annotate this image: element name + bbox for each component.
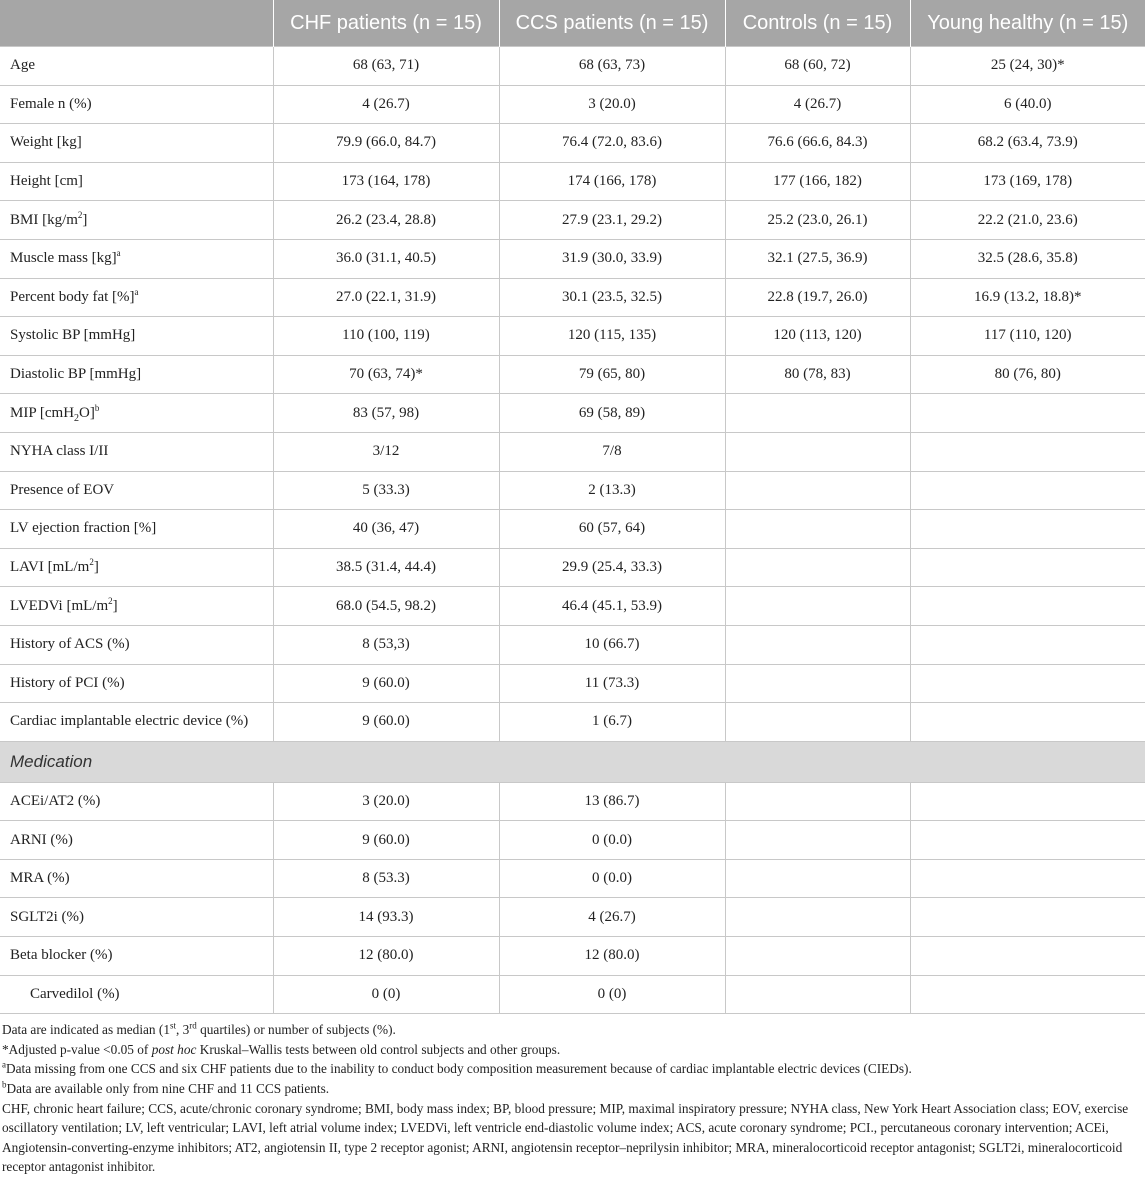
header-young-healthy: Young healthy (n = 15): [910, 0, 1145, 47]
cell-young: 32.5 (28.6, 35.8): [910, 239, 1145, 278]
cell-ccs: 0 (0): [499, 975, 725, 1014]
row-label: LAVI $[mL/m^2]$: [0, 548, 273, 587]
table-row: [0, 317, 1145, 356]
cell-ctrl: [725, 821, 910, 860]
cell-chf: 173 (164, 178): [273, 162, 499, 201]
cell-young: [910, 625, 1145, 664]
cell-chf: 9 (60.0): [273, 664, 499, 703]
cell-chf: 3/12: [273, 432, 499, 471]
cell-ccs: 69 (58, 89): [499, 394, 725, 433]
row-label: BMI $[kg/m^2]$: [0, 201, 273, 240]
cell-young: [910, 510, 1145, 549]
cell-ccs: 4 (26.7): [499, 898, 725, 937]
cell-chf: 5 (33.3): [273, 471, 499, 510]
cell-young: 173 (169, 178): [910, 162, 1145, 201]
row-label: ACEi/AT2 (%): [0, 782, 273, 821]
cell-ccs: 27.9 (23.1, 29.2): [499, 201, 725, 240]
table-row: [0, 162, 1145, 201]
table-footnotes: [0, 1014, 1145, 1177]
row-label: ARNI (%): [0, 821, 273, 860]
table-row: [0, 85, 1145, 124]
row-label: MRA (%): [0, 859, 273, 898]
cell-ctrl: [725, 548, 910, 587]
footnote-median: Data are indicated as median (1st, 3rd quartiles) or number of subjects (%).: [2, 1020, 396, 1038]
cell-ctrl: 68 (60, 72): [725, 47, 910, 86]
row-label: Muscle mass [kg]$^a$: [0, 239, 273, 278]
row-label: Weight [kg]: [0, 124, 273, 163]
cell-chf: 38.5 (31.4, 44.4): [273, 548, 499, 587]
cell-ctrl: [725, 664, 910, 703]
cell-ctrl: [725, 975, 910, 1014]
table-row: [0, 355, 1145, 394]
footnote-a: $^a$Data missing from one CCS and six CHF patients due to the inability to conduct body composition measurement because of cardiac implantable electric devices (CIEDs).: [2, 1060, 912, 1077]
table-row: [0, 548, 1145, 587]
row-label: MIP $[cmH_2O]^b$: [0, 394, 273, 433]
cell-chf: 0 (0): [273, 975, 499, 1014]
cell-young: [910, 471, 1145, 510]
cell-young: [910, 898, 1145, 937]
cell-chf: 9 (60.0): [273, 821, 499, 860]
cell-ccs: 7/8: [499, 432, 725, 471]
cell-ctrl: [725, 625, 910, 664]
header-blank: [0, 0, 273, 47]
row-label: LV ejection fraction [%]: [0, 510, 273, 549]
cell-young: [910, 432, 1145, 471]
cell-young: 68.2 (63.4, 73.9): [910, 124, 1145, 163]
row-label: Female n (%): [0, 85, 273, 124]
cell-chf: 79.9 (66.0, 84.7): [273, 124, 499, 163]
row-label: Age: [0, 47, 273, 86]
cell-young: [910, 821, 1145, 860]
row-label: NYHA class I/II: [0, 432, 273, 471]
cell-ctrl: 76.6 (66.6, 84.3): [725, 124, 910, 163]
cell-ctrl: [725, 703, 910, 742]
table-row: [0, 587, 1145, 626]
row-label: Beta blocker (%): [0, 937, 273, 976]
cell-ccs: 174 (166, 178): [499, 162, 725, 201]
cell-ctrl: [725, 394, 910, 433]
cell-chf: 8 (53,3): [273, 625, 499, 664]
cell-chf: 3 (20.0): [273, 782, 499, 821]
cell-ccs: 79 (65, 80): [499, 355, 725, 394]
cell-ctrl: [725, 859, 910, 898]
section-title: Medication: [0, 741, 1145, 782]
cell-ctrl: 80 (78, 83): [725, 355, 910, 394]
row-label: LVEDVi $[mL/m^2]$: [0, 587, 273, 626]
cell-ccs: 60 (57, 64): [499, 510, 725, 549]
cell-ctrl: 25.2 (23.0, 26.1): [725, 201, 910, 240]
cell-chf: 27.0 (22.1, 31.9): [273, 278, 499, 317]
cell-ccs: 2 (13.3): [499, 471, 725, 510]
table-row: [0, 703, 1145, 742]
cell-young: 117 (110, 120): [910, 317, 1145, 356]
header-row: [0, 0, 1145, 47]
header-ccs: CCS patients (n = 15): [499, 0, 725, 47]
header-chf: CHF patients (n = 15): [273, 0, 499, 47]
cell-ctrl: [725, 587, 910, 626]
row-label: Diastolic BP [mmHg]: [0, 355, 273, 394]
table-row: [0, 239, 1145, 278]
table-row: [0, 937, 1145, 976]
row-label: Presence of EOV: [0, 471, 273, 510]
cell-ccs: 46.4 (45.1, 53.9): [499, 587, 725, 626]
cell-ccs: 30.1 (23.5, 32.5): [499, 278, 725, 317]
cell-chf: 9 (60.0): [273, 703, 499, 742]
cell-ctrl: [725, 432, 910, 471]
cell-chf: 36.0 (31.1, 40.5): [273, 239, 499, 278]
cell-ccs: 1 (6.7): [499, 703, 725, 742]
cell-young: 80 (76, 80): [910, 355, 1145, 394]
cell-ccs: 13 (86.7): [499, 782, 725, 821]
table-body: [0, 47, 1145, 1014]
cell-ccs: 3 (20.0): [499, 85, 725, 124]
footnote-asterisk: *Adjusted p-value <0.05 of post hoc Kruskal–Wallis tests between old control subjects and other groups.: [2, 1041, 561, 1057]
cell-chf: 4 (26.7): [273, 85, 499, 124]
cell-ccs: 0 (0.0): [499, 821, 725, 860]
cell-ccs: 11 (73.3): [499, 664, 725, 703]
cell-young: [910, 937, 1145, 976]
cell-young: [910, 782, 1145, 821]
cell-chf: 110 (100, 119): [273, 317, 499, 356]
cell-ccs: 0 (0.0): [499, 859, 725, 898]
cell-young: [910, 859, 1145, 898]
header-controls: Controls (n = 15): [725, 0, 910, 47]
cell-young: [910, 975, 1145, 1014]
cell-ccs: 68 (63, 73): [499, 47, 725, 86]
cell-ctrl: 177 (166, 182): [725, 162, 910, 201]
row-label: Percent body fat [%]$^a$: [0, 278, 273, 317]
cell-young: [910, 664, 1145, 703]
cell-chf: 68 (63, 71): [273, 47, 499, 86]
table-row: [0, 278, 1145, 317]
cell-ctrl: [725, 471, 910, 510]
cell-ctrl: 120 (113, 120): [725, 317, 910, 356]
cell-ctrl: [725, 937, 910, 976]
row-label: Height [cm]: [0, 162, 273, 201]
table-row: [0, 510, 1145, 549]
cell-ctrl: [725, 898, 910, 937]
table-row: [0, 625, 1145, 664]
row-label: History of PCI (%): [0, 664, 273, 703]
cell-young: [910, 548, 1145, 587]
row-label: SGLT2i (%): [0, 898, 273, 937]
cell-ccs: 10 (66.7): [499, 625, 725, 664]
footnote-b: $^b$Data are available only from nine CHF and 11 CCS patients.: [2, 1079, 330, 1097]
cell-ctrl: 32.1 (27.5, 36.9): [725, 239, 910, 278]
cell-ccs: 31.9 (30.0, 33.9): [499, 239, 725, 278]
cell-young: [910, 394, 1145, 433]
row-label: History of ACS (%): [0, 625, 273, 664]
table-row: [0, 859, 1145, 898]
cell-ccs: 120 (115, 135): [499, 317, 725, 356]
cell-young: 25 (24, 30)*: [910, 47, 1145, 86]
cell-young: 16.9 (13.2, 18.8)*: [910, 278, 1145, 317]
cell-chf: 40 (36, 47): [273, 510, 499, 549]
cell-young: 22.2 (21.0, 23.6): [910, 201, 1145, 240]
table-row: [0, 201, 1145, 240]
section-row-medication: [0, 741, 1145, 782]
table-row: [0, 47, 1145, 86]
table-row: [0, 394, 1145, 433]
table-row: [0, 664, 1145, 703]
table-row: [0, 821, 1145, 860]
cell-ctrl: [725, 782, 910, 821]
cell-chf: 68.0 (54.5, 98.2): [273, 587, 499, 626]
cell-ccs: 76.4 (72.0, 83.6): [499, 124, 725, 163]
cell-chf: 26.2 (23.4, 28.8): [273, 201, 499, 240]
row-label: Cardiac implantable electric device (%): [0, 703, 273, 742]
table-row: [0, 471, 1145, 510]
cell-young: [910, 587, 1145, 626]
cell-young: 6 (40.0): [910, 85, 1145, 124]
cell-chf: 12 (80.0): [273, 937, 499, 976]
table-row: [0, 432, 1145, 471]
cell-ccs: 29.9 (25.4, 33.3): [499, 548, 725, 587]
cell-chf: 83 (57, 98): [273, 394, 499, 433]
table-row: [0, 782, 1145, 821]
cell-young: [910, 703, 1145, 742]
cell-chf: 14 (93.3): [273, 898, 499, 937]
footnote-abbreviations: CHF, chronic heart failure; CCS, acute/chronic coronary syndrome; BMI, body mass index; BP, blood pressure; MIP, maximal inspiratory pressure; NYHA class, New York Heart Association class; EOV, exercise oscillatory ventilation; LV, left ventricular; LAVI, left atrial volume index; LVEDVi, left ventricle end-diastolic volume index; ACS, acute coronary syndrome; PCI., percutaneous coronary intervention; ACEi, Angiotensin-converting-enzyme inhibitors; AT2, angiotensin II, type 2 receptor agonist; ARNI, angiotensin receptor–neprilysin inhibitor; MRA, mineralocorticoid receptor antagonist; SGLT2i, mineralocorticoid receptor antagonist inhibitor.: [2, 1100, 1129, 1175]
row-label: Systolic BP [mmHg]: [0, 317, 273, 356]
cell-chf: 8 (53.3): [273, 859, 499, 898]
table-row: [0, 898, 1145, 937]
cell-ctrl: 4 (26.7): [725, 85, 910, 124]
cell-ctrl: [725, 510, 910, 549]
cell-ctrl: 22.8 (19.7, 26.0): [725, 278, 910, 317]
table-row: [0, 975, 1145, 1014]
cell-ccs: 12 (80.0): [499, 937, 725, 976]
table-row: [0, 124, 1145, 163]
row-label: Carvedilol (%): [0, 975, 273, 1014]
cell-chf: 70 (63, 74)*: [273, 355, 499, 394]
